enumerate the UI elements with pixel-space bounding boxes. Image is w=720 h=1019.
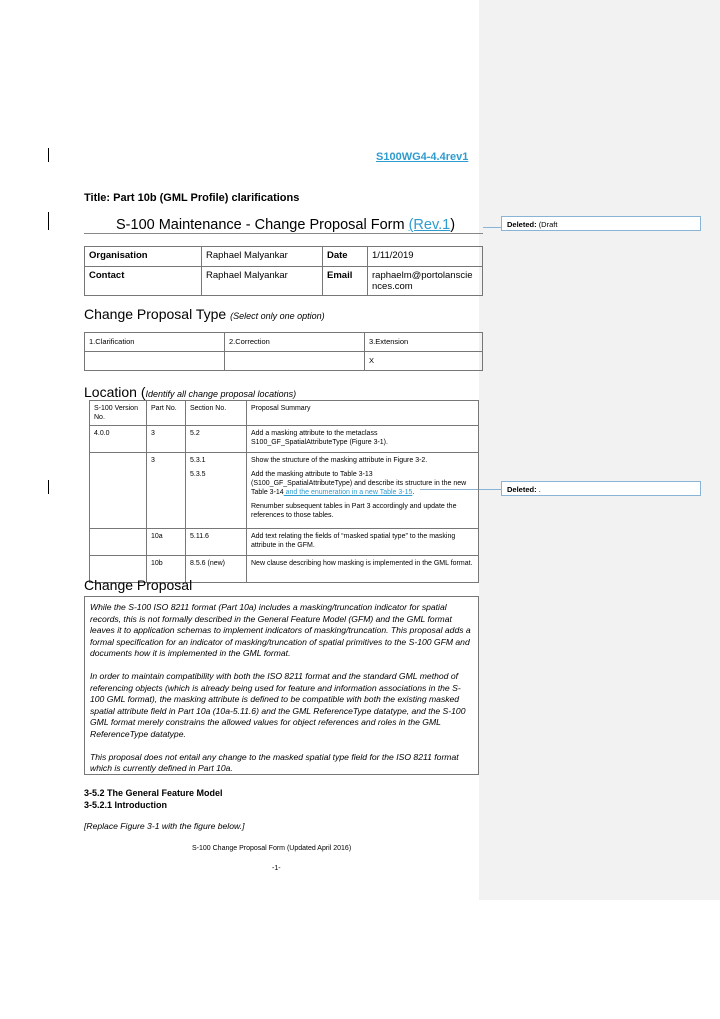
organisation-label: Organisation — [85, 247, 202, 267]
cell-part: 3 — [147, 453, 186, 529]
header-version: S-100 Version No. — [90, 401, 147, 426]
organisation-table — [84, 246, 483, 296]
page-footer: S-100 Change Proposal Form (Updated April 2016) — [192, 845, 352, 852]
selection-cell[interactable] — [225, 352, 365, 371]
organisation-value: Raphael Malyankar — [202, 247, 323, 267]
table-row — [90, 426, 479, 453]
revision-link[interactable]: (Rev.1 — [408, 217, 451, 233]
table-row — [90, 529, 479, 556]
proposal-paragraph: While the S-100 ISO 8211 format (Part 10a) includes a masking/truncation indicator for spatial records, this is not formally described in the General Feature Model (GFM) and the GML format leaves it to application schemas to implement indicators of masking/truncation. This proposal adds a formal specification for an indicator of masking/truncation of spatial primitives to the S-100 GFM and documents how it is implemented in the GML format. — [90, 602, 471, 659]
comment-balloon[interactable]: Deleted: (Draft — [501, 216, 701, 231]
cell-version — [90, 529, 147, 556]
section-number: 5.3.5 — [190, 471, 206, 478]
proposal-paragraph: In order to maintain compatibility with both the ISO 8211 format and the standard GML method of referencing objects (which is already being used for feature and information associations in the S-100 GML format), the masking attribute is defined to be compatible with both the existing masked spatial attribute field in Part 10a (10a-5.11.6) and the GML ReferenceType datatype, and the S-100 GML format merely constrains the allowed values for object references and roles in the GML ReferenceType datatype. — [90, 670, 466, 739]
cell-summary — [247, 453, 479, 529]
section-number: 5.3.1 — [190, 457, 206, 464]
cell-section: 5.11.6 — [186, 529, 247, 556]
comment-margin-pane — [479, 0, 720, 900]
change-bar — [48, 480, 49, 494]
change-proposal-heading: Change Proposal — [84, 577, 193, 593]
table-row — [85, 267, 483, 296]
proposal-paragraph: This proposal does not entail any change to the masked spatial type field for the ISO 8211 format which is currently defined in Part 10a. — [90, 751, 459, 774]
page-title: Title: Part 10b (GML Profile) clarifications — [84, 192, 300, 204]
date-value: 1/11/2019 — [368, 247, 483, 267]
cell-summary: Add a masking attribute to the metaclass S100_GF_SpatialAttributeType (Figure 3-1). — [247, 426, 479, 453]
contact-label: Contact — [85, 267, 202, 296]
change-type-table — [84, 332, 483, 371]
table-row — [90, 453, 479, 529]
page-number: -1- — [272, 865, 281, 872]
table-row — [85, 352, 483, 371]
cell-section — [186, 453, 247, 529]
option-extension: 3.Extension — [365, 333, 483, 352]
cell-section: 5.2 — [186, 426, 247, 453]
comment-balloon[interactable]: Deleted: . — [501, 481, 701, 496]
email-label: Email — [323, 267, 368, 296]
section-heading: 3-5.2 The General Feature Model — [84, 788, 223, 798]
cell-section: 8.5.6 (new) — [186, 556, 247, 583]
date-label: Date — [323, 247, 368, 267]
option-clarification: 1.Clarification — [85, 333, 225, 352]
table-row — [85, 333, 483, 352]
change-bar — [48, 148, 49, 162]
header-part: Part No. — [147, 401, 186, 426]
document-id[interactable]: S100WG4-4.4rev1 — [376, 151, 469, 163]
cell-summary: Add text relating the fields of “masked spatial type” to the masking attribute in the GFM. — [247, 529, 479, 556]
selection-cell[interactable] — [85, 352, 225, 371]
replace-note: [Replace Figure 3-1 with the figure below.] — [84, 821, 245, 831]
table-row — [85, 247, 483, 267]
summary-line: Renumber subsequent tables in Part 3 accordingly and update the references to those tables. — [251, 503, 457, 519]
cell-summary: New clause describing how masking is implemented in the GML format. — [247, 556, 479, 583]
comment-leader — [483, 227, 501, 228]
summary-line: Show the structure of the masking attribute in Figure 3-2. — [251, 457, 428, 464]
location-table — [89, 400, 479, 583]
contact-value: Raphael Malyankar — [202, 267, 323, 296]
selection-cell[interactable]: X — [365, 352, 483, 371]
cell-part: 10b — [147, 556, 186, 583]
email-value: raphaelm@portolanscie nces.com — [368, 267, 483, 296]
cell-part: 3 — [147, 426, 186, 453]
header-section: Section No. — [186, 401, 247, 426]
change-bar — [48, 212, 49, 230]
cell-version: 4.0.0 — [90, 426, 147, 453]
inserted-text: and the enumeration in a new Table 3-15 — [283, 489, 413, 496]
header-summary: Proposal Summary — [247, 401, 479, 426]
summary-line: Add the masking attribute to Table 3-13 (S100_GF_SpatialAttributeType) and describe its structure in the new Table 3-14 and the enumeration in a new Table 3-15. — [251, 471, 467, 496]
cell-version — [90, 453, 147, 529]
change-proposal-box — [84, 596, 479, 775]
form-title: S-100 Maintenance - Change Proposal Form (Rev.1) — [116, 217, 456, 233]
title-underline — [84, 233, 483, 234]
location-heading: Location (Identify all change proposal locations) — [84, 384, 297, 400]
option-correction: 2.Correction — [225, 333, 365, 352]
cell-part: 10a — [147, 529, 186, 556]
table-row — [90, 401, 479, 426]
section-heading: 3-5.2.1 Introduction — [84, 800, 168, 810]
change-type-heading: Change Proposal Type (Select only one option) — [84, 306, 325, 322]
